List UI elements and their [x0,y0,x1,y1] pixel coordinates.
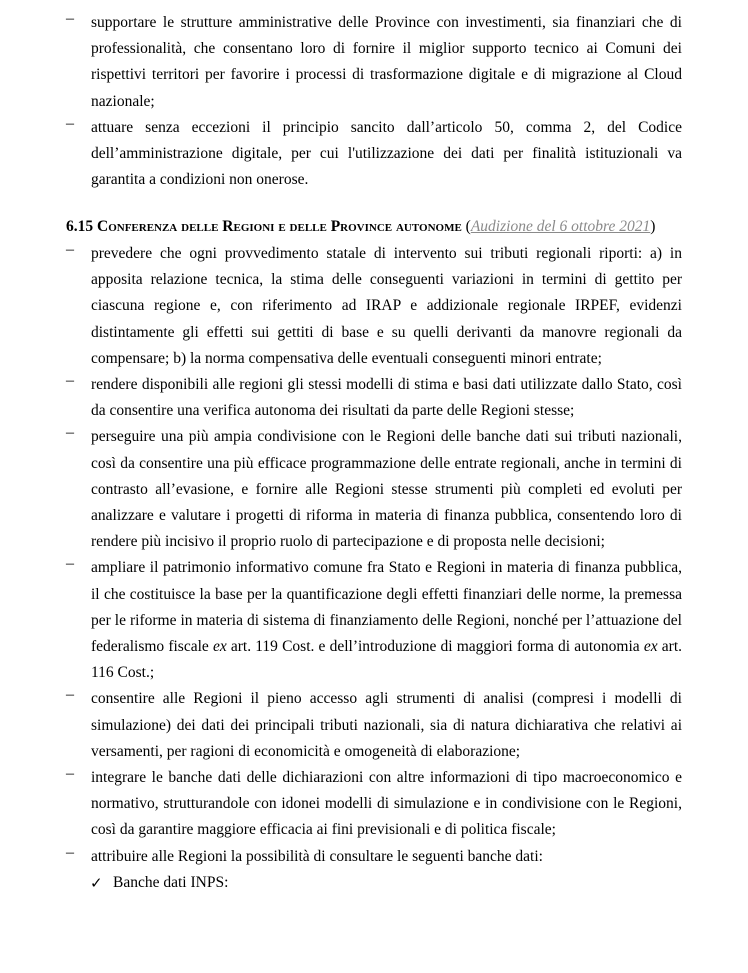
list-item [66,765,682,844]
bullet-list-top [66,10,682,193]
list-item [66,10,682,115]
dash-bullet: – [66,424,74,442]
text-segment: art. 119 Cost. e dell’introduzione di maggiori forma di autonomia [226,638,644,656]
list-item-text [91,555,682,686]
list-item [66,241,682,372]
section-title: Conferenza delle Regioni e delle Province autonome [97,218,462,235]
list-item-text: consentire alle Regioni il pieno accesso agli strumenti di analisi (compresi i modelli di simulazione) dei dati dei principali tributi nazionali, sia di natura dichiarativa che relativi ai versamenti, per ragioni di economicità e omogeneità di elaborazione; [91,690,682,760]
list-item [66,424,682,555]
list-item [66,372,682,424]
list-item-text: attuare senza eccezioni il principio sancito dall’articolo 50, comma 2, del Codice dell’amministrazione digitale, per cui l'utilizzazione dei dati per finalità istituzionali va garantita a condizioni non onerose. [91,118,682,189]
dash-bullet: – [66,241,74,258]
list-item-text: attribuire alle Regioni la possibilità di consultare le seguenti banche dati: [91,847,543,865]
dash-bullet: – [66,114,74,132]
dash-bullet: – [66,372,74,390]
dash-bullet: – [66,555,74,573]
text-segment: ampliare il patrimonio informativo comune fra Stato e Regioni in materia di finanza pubblica, il che costituisce la base per la quantificazione degli effetti finanziari delle norme, la premessa per le riforme in materia di sistema di finanziamento delle Regioni, nonché per l’attuazione del federalismo fiscale [91,559,682,656]
dash-bullet: – [66,686,74,704]
sub-list-item [66,870,682,896]
checkmark-icon: ✓ [90,873,103,892]
bullet-list-main [66,241,682,896]
list-item-text: perseguire una più ampia condivisione con le Regioni delle banche dati sui tributi nazionali, così da consentire una più efficace programmazione delle entrate regionali, anche in termini di contrasto all’evasione, e fornire alle Regioni stesse strumenti più completi ed evoluti per analizzare e valutare i progetti di riforma in materia di finanza pubblica, consentendo loro di rendere più incisivo il proprio ruolo di partecipazione e di proposta nelle decisioni; [91,428,682,551]
dash-bullet: – [66,765,74,783]
list-item [66,115,682,194]
paren-open: ( [465,218,471,235]
paren-close: ) [650,218,656,235]
hearing-link[interactable]: Audizione del 6 ottobre 2021 [470,218,651,235]
text-segment-italic: ex [212,638,227,656]
list-item [66,686,682,765]
sub-list-item-text: Banche dati INPS: [113,873,229,891]
list-item [66,844,682,870]
text-segment: art. 116 Cost.; [91,638,682,682]
list-item-text: integrare le banche dati delle dichiarazioni con altre informazioni di tipo macroeconomico e normativo, strutturandole con idonei modelli di simulazione e in condivisione con le Regioni, così da garantire maggiore efficacia ai fini previsionali e di politica fiscale; [91,769,682,839]
section-heading [66,214,706,240]
list-item-text: prevedere che ogni provvedimento statale di intervento sui tributi regionali riporti: a) in apposita relazione tecnica, la stima delle conseguenti variazioni in termini di gettito per ciascuna regione e, con riferimento ad IRAP e addizionale regionale IRPEF, evidenzi distintamente gli effetti sui gettiti di base e su quelli derivanti da manovre regionali da compensare; b) la norma compensativa delle eventuali conseguenti minori entrate; [91,245,682,367]
list-item-text: rendere disponibili alle regioni gli stessi modelli di stima e basi dati utilizzate dallo Stato, così da consentire una verifica autonoma dei risultati da parte delle Regioni stesse; [91,376,682,420]
section-number: 6.15 [66,218,94,235]
list-item-text: supportare le strutture amministrative delle Province con investimenti, sia finanziari che di professionalità, che consentano loro di fornire il miglior supporto tecnico ai Comuni dei rispettivi territori per favorire i processi di trasformazione digitale e di migrazione al Cloud nazionale; [91,14,682,110]
dash-bullet: – [66,843,74,861]
text-segment-italic: ex [643,638,658,656]
dash-bullet: – [66,10,74,27]
list-item [66,555,682,686]
